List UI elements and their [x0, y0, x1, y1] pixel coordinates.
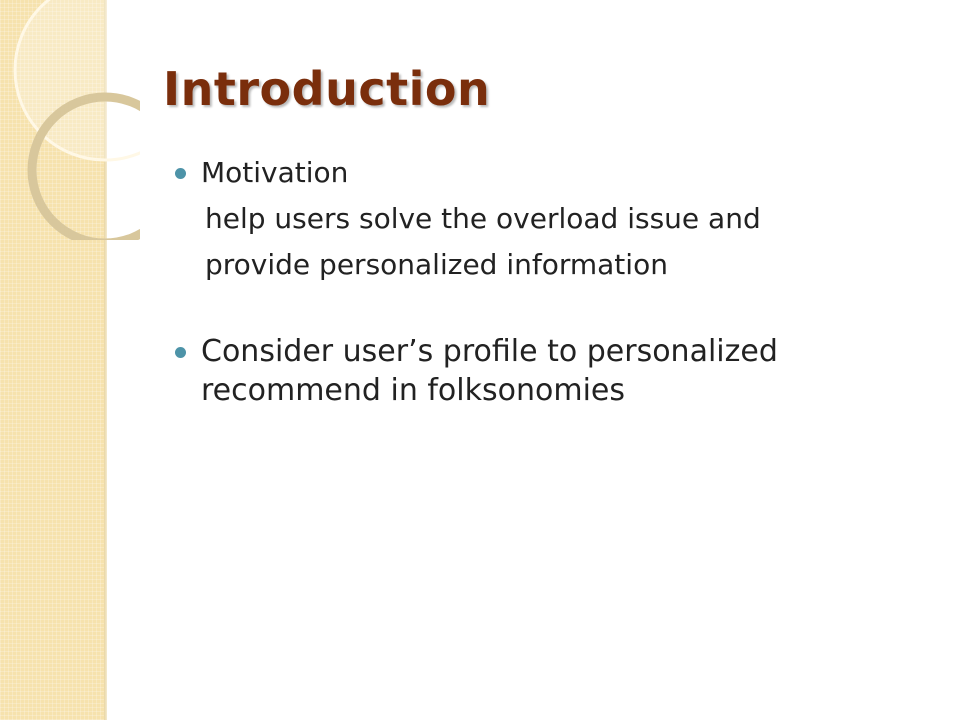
- sub-line: help users solve the overload issue and: [205, 202, 761, 235]
- decorative-ring-large: [15, 0, 140, 160]
- bullet-dot-icon: [175, 168, 186, 179]
- bullet-item-consider-profile: [175, 332, 905, 410]
- decorative-rings: [0, 0, 140, 240]
- bullet-item-motivation: [175, 150, 905, 196]
- bullet-dot-icon: [175, 347, 186, 358]
- bullet-text: Motivation: [201, 156, 349, 189]
- bullet-list: [175, 150, 905, 410]
- slide-title: Introduction: [163, 62, 491, 116]
- sub-line: provide personalized information: [205, 248, 668, 281]
- bullet-text: Consider user’s profile to personalized recommend in folksonomies: [201, 334, 778, 408]
